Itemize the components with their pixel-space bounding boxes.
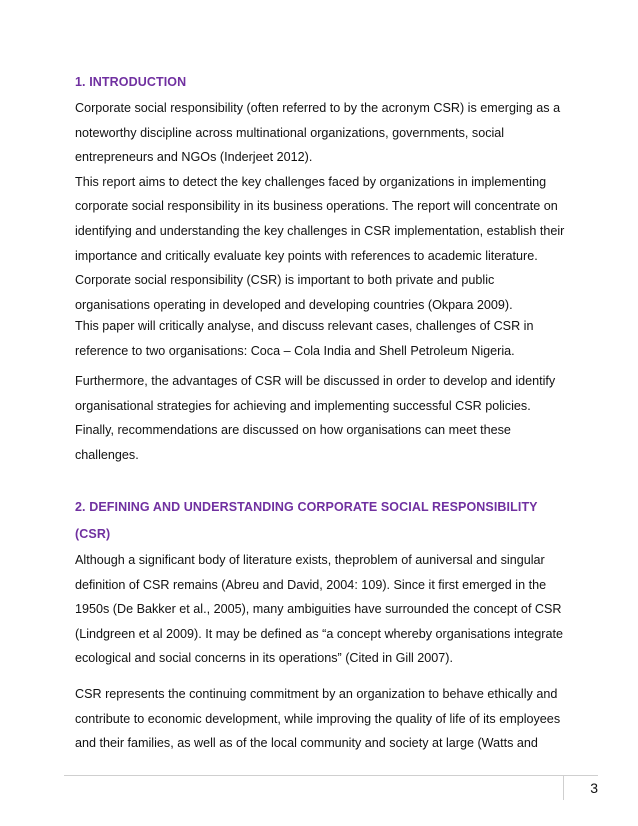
text-line: Although a significant body of literature exists, theproblem of auniversal and singular — [75, 553, 545, 567]
page-number: 3 — [563, 776, 598, 800]
text-line: identifying and understanding the key challenges in CSR implementation, establish their — [75, 223, 565, 238]
text-line: Finally, recommendations are discussed on how organisations can meet these — [75, 423, 511, 438]
paragraph-introduction-3 — [75, 369, 575, 467]
text-line: reference to two organisations: Coca – Cola India and Shell Petroleum Nigeria. — [75, 343, 515, 358]
text-line: noteworthy discipline across multinational organizations, governments, social — [75, 125, 505, 140]
paragraph-defining-1 — [75, 548, 575, 671]
paragraph-defining-2 — [75, 682, 575, 756]
text-line: importance and critically evaluate key points with references to academic literature. — [75, 248, 538, 263]
text-line: challenges. — [75, 447, 139, 462]
text-line: 1950s (De Bakker et al., 2005), many ambiguities have surrounded the concept of CSR — [75, 602, 562, 617]
text-line: organisational strategies for achieving and implementing successful CSR policies. — [75, 398, 531, 413]
text-line: definition of CSR remains (Abreu and David, 2004: 109). Since it first emerged in the — [75, 577, 547, 592]
text-line: Furthermore, the advantages of CSR will be discussed in order to develop and identify — [75, 374, 556, 388]
text-line: (Lindgreen et al 2009). It may be defined as “a concept whereby organisations integrate — [75, 626, 563, 641]
text-line: entrepreneurs and NGOs (Inderjeet 2012). — [75, 150, 313, 165]
text-line: ecological and social concerns in its operations” (Cited in Gill 2007). — [75, 651, 454, 666]
section-heading-defining-csr-cont: (CSR) — [75, 527, 111, 541]
text-line: contribute to economic development, while improving the quality of life of its employees — [75, 711, 561, 726]
paragraph-introduction-1 — [75, 96, 575, 317]
section-heading-introduction: 1. INTRODUCTION — [75, 75, 187, 89]
section-heading-defining-csr: 2. DEFINING AND UNDERSTANDING CORPORATE SOCIAL RESPONSIBILITY — [75, 500, 538, 514]
paragraph-introduction-2 — [75, 314, 575, 363]
text-line: This report aims to detect the key challenges faced by organizations in implementing — [75, 174, 547, 189]
text-line: Corporate social responsibility (CSR) is important to both private and public — [75, 273, 495, 288]
text-line: corporate social responsibility in its business operations. The report will concentrate on — [75, 199, 558, 214]
text-line: organisations operating in developed and developing countries (Okpara 2009). — [75, 297, 513, 312]
footer-divider — [64, 775, 598, 776]
text-line: Corporate social responsibility (often referred to by the acronym CSR) is emerging as a — [75, 101, 561, 115]
text-line: CSR represents the continuing commitment by an organization to behave ethically and — [75, 687, 558, 701]
text-line: and their families, as well as of the local community and society at large (Watts and — [75, 736, 538, 751]
text-line: This paper will critically analyse, and discuss relevant cases, challenges of CSR in — [75, 319, 534, 333]
